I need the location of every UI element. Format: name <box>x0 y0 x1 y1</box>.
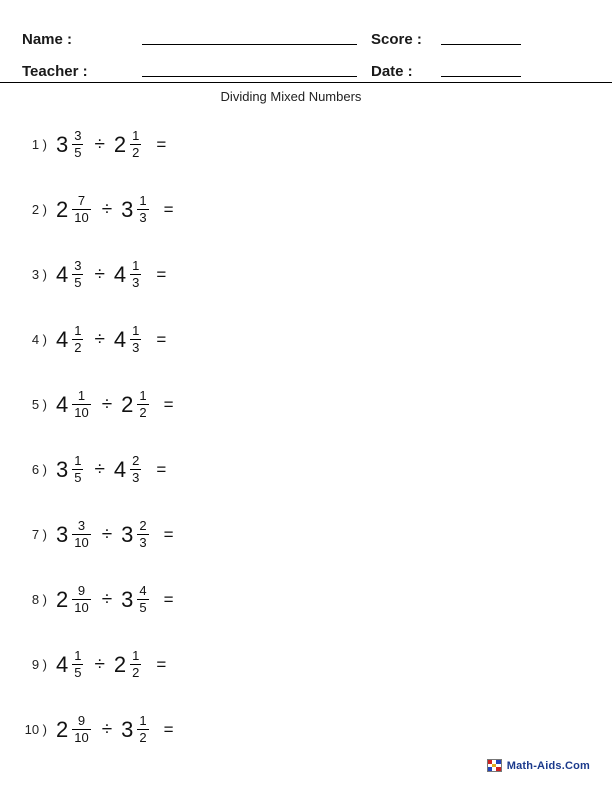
problem-number: 4 ) <box>31 332 47 347</box>
mixed-number-left <box>56 324 85 354</box>
fraction-denominator: 2 <box>139 730 147 745</box>
division-operator: ÷ <box>94 328 105 350</box>
fraction-numerator: 7 <box>77 193 86 209</box>
mixed-number-left <box>56 129 85 159</box>
fraction-denominator: 10 <box>74 730 89 745</box>
header-divider <box>0 82 612 83</box>
fraction-numerator: 1 <box>74 323 82 339</box>
whole-part: 3 <box>56 456 69 482</box>
fraction-numerator: 3 <box>74 128 82 144</box>
fraction-numerator: 1 <box>74 453 82 469</box>
score-label: Score : <box>371 31 422 48</box>
division-operator: ÷ <box>94 458 105 480</box>
division-operator: ÷ <box>101 198 113 220</box>
problem-number: 7 ) <box>31 527 47 542</box>
fraction <box>130 324 141 354</box>
mixed-number-right <box>114 129 143 159</box>
fraction-denominator: 3 <box>132 340 140 355</box>
fraction-numerator: 2 <box>139 518 147 534</box>
math-aids-logo-icon <box>487 759 502 772</box>
page-title: Dividing Mixed Numbers <box>220 89 362 104</box>
whole-part: 3 <box>121 196 134 222</box>
fraction <box>72 519 90 549</box>
problem-expression <box>56 454 166 484</box>
fraction-denominator: 10 <box>74 405 89 420</box>
fraction <box>72 129 83 159</box>
fraction-numerator: 9 <box>77 713 86 729</box>
fraction <box>72 389 90 419</box>
name-input-line[interactable] <box>142 43 357 45</box>
fraction-denominator: 2 <box>132 665 140 680</box>
fraction-numerator: 1 <box>77 388 86 404</box>
name-label: Name : <box>22 31 73 48</box>
score-input-line[interactable] <box>441 43 521 45</box>
problem-row <box>0 372 612 437</box>
equals-sign: = <box>163 589 174 609</box>
mixed-number-right <box>114 324 143 354</box>
header-row-teacher-date <box>0 50 612 80</box>
fraction-numerator: 2 <box>132 453 140 469</box>
worksheet-header <box>0 12 612 82</box>
whole-part: 4 <box>56 326 69 352</box>
problem-expression <box>56 519 174 549</box>
problem-expression <box>56 649 166 679</box>
mixed-number-left <box>56 519 93 549</box>
whole-part: 2 <box>56 586 69 612</box>
problem-row <box>0 307 612 372</box>
problem-row <box>0 242 612 307</box>
fraction <box>137 714 148 744</box>
fraction-denominator: 5 <box>74 145 82 160</box>
problem-expression <box>56 194 174 224</box>
fraction-denominator: 2 <box>74 340 82 355</box>
mixed-number-right <box>114 454 143 484</box>
fraction <box>137 519 148 549</box>
teacher-input-line[interactable] <box>142 75 357 77</box>
equals-sign: = <box>156 134 167 154</box>
division-operator: ÷ <box>101 393 113 415</box>
fraction-numerator: 1 <box>139 388 147 404</box>
mixed-number-right <box>114 649 143 679</box>
division-operator: ÷ <box>101 588 113 610</box>
problem-row <box>0 567 612 632</box>
problem-expression <box>56 714 174 744</box>
problem-number: 1 ) <box>31 137 47 152</box>
division-operator: ÷ <box>94 263 105 285</box>
whole-part: 4 <box>113 326 127 352</box>
problem-row <box>0 112 612 177</box>
problem-number: 2 ) <box>31 202 47 217</box>
fraction-numerator: 1 <box>132 648 140 664</box>
fraction-denominator: 10 <box>74 600 89 615</box>
mixed-number-left <box>56 194 93 224</box>
fraction-denominator: 2 <box>139 405 147 420</box>
fraction-numerator: 4 <box>139 583 147 599</box>
fraction <box>72 259 83 289</box>
fraction <box>137 584 148 614</box>
equals-sign: = <box>163 719 174 739</box>
fraction-denominator: 3 <box>132 470 140 485</box>
problem-expression <box>56 324 166 354</box>
whole-part: 2 <box>113 651 127 677</box>
equals-sign: = <box>156 329 167 349</box>
whole-part: 4 <box>56 651 69 677</box>
mixed-number-right <box>121 714 150 744</box>
equals-sign: = <box>163 524 174 544</box>
fraction-numerator: 1 <box>132 258 140 274</box>
fraction-denominator: 5 <box>74 275 82 290</box>
equals-sign: = <box>156 459 167 479</box>
whole-part: 2 <box>121 391 134 417</box>
fraction-denominator: 2 <box>132 145 140 160</box>
mixed-number-left <box>56 584 93 614</box>
fraction <box>130 649 141 679</box>
mixed-number-left <box>56 259 85 289</box>
problem-number: 3 ) <box>31 267 47 282</box>
fraction <box>130 129 141 159</box>
date-label: Date : <box>371 63 413 80</box>
problem-row <box>0 697 612 762</box>
equals-sign: = <box>156 654 167 674</box>
mixed-number-right <box>121 519 150 549</box>
mixed-number-right <box>121 194 150 224</box>
problem-expression <box>56 129 166 159</box>
fraction-numerator: 1 <box>132 128 140 144</box>
fraction-denominator: 3 <box>139 210 147 225</box>
division-operator: ÷ <box>94 133 105 155</box>
fraction <box>72 649 83 679</box>
fraction <box>137 389 148 419</box>
fraction-denominator: 5 <box>74 665 82 680</box>
whole-part: 2 <box>56 716 69 742</box>
problem-number: 6 ) <box>31 462 47 477</box>
fraction <box>72 324 83 354</box>
mixed-number-right <box>121 584 150 614</box>
teacher-label: Teacher : <box>22 63 88 80</box>
whole-part: 3 <box>56 521 69 547</box>
problem-list <box>0 112 612 762</box>
whole-part: 3 <box>121 521 134 547</box>
equals-sign: = <box>156 264 167 284</box>
division-operator: ÷ <box>101 523 113 545</box>
mixed-number-left <box>56 454 85 484</box>
fraction <box>72 584 90 614</box>
problem-expression <box>56 389 174 419</box>
fraction <box>72 194 90 224</box>
footer-text[interactable]: Math-Aids.Com <box>506 759 590 772</box>
whole-part: 3 <box>56 131 69 157</box>
fraction <box>72 454 83 484</box>
problem-number: 5 ) <box>31 397 47 412</box>
fraction <box>137 194 148 224</box>
fraction-denominator: 10 <box>74 210 89 225</box>
date-input-line[interactable] <box>441 75 521 77</box>
equals-sign: = <box>163 394 174 414</box>
whole-part: 2 <box>56 196 69 222</box>
mixed-number-left <box>56 649 85 679</box>
problem-row <box>0 502 612 567</box>
problem-expression <box>56 584 174 614</box>
whole-part: 4 <box>56 391 69 417</box>
whole-part: 4 <box>56 261 69 287</box>
problem-number: 9 ) <box>31 657 47 672</box>
equals-sign: = <box>163 199 174 219</box>
problem-row <box>0 437 612 502</box>
whole-part: 3 <box>121 586 134 612</box>
fraction <box>130 259 141 289</box>
fraction-denominator: 10 <box>74 535 89 550</box>
whole-part: 2 <box>113 131 127 157</box>
fraction-numerator: 1 <box>139 713 147 729</box>
mixed-number-left <box>56 714 93 744</box>
fraction-denominator: 5 <box>74 470 82 485</box>
problem-number: 10 ) <box>24 722 47 737</box>
fraction-numerator: 1 <box>139 193 147 209</box>
whole-part: 3 <box>121 716 134 742</box>
fraction-numerator: 3 <box>74 258 82 274</box>
fraction-numerator: 9 <box>77 583 86 599</box>
header-row-name-score <box>0 18 612 48</box>
fraction-denominator: 3 <box>139 535 147 550</box>
problem-row <box>0 177 612 242</box>
fraction-denominator: 5 <box>139 600 147 615</box>
whole-part: 4 <box>113 456 127 482</box>
mixed-number-right <box>121 389 150 419</box>
fraction-numerator: 1 <box>132 323 140 339</box>
mixed-number-left <box>56 389 93 419</box>
fraction-numerator: 3 <box>77 518 86 534</box>
fraction <box>72 714 90 744</box>
division-operator: ÷ <box>94 653 105 675</box>
problem-row <box>0 632 612 697</box>
problem-expression <box>56 259 166 289</box>
fraction <box>130 454 141 484</box>
whole-part: 4 <box>113 261 127 287</box>
problem-number: 8 ) <box>31 592 47 607</box>
division-operator: ÷ <box>101 718 113 740</box>
mixed-number-right <box>114 259 143 289</box>
fraction-denominator: 3 <box>132 275 140 290</box>
fraction-numerator: 1 <box>74 648 82 664</box>
footer <box>487 759 590 772</box>
